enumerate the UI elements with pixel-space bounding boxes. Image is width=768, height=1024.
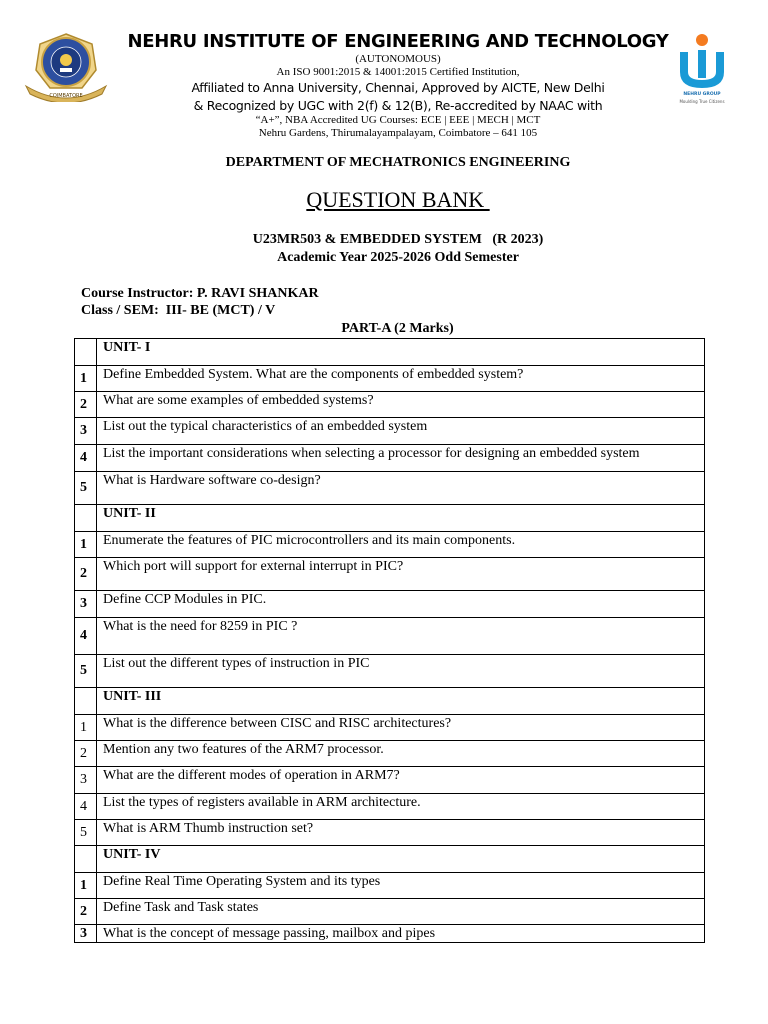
table-row <box>75 418 705 445</box>
table-row <box>75 655 705 688</box>
question-text: List out the different types of instruction in PIC <box>97 655 705 688</box>
unit-header-row <box>75 505 705 532</box>
table-row <box>75 392 705 418</box>
nba-accreditation: “A+”, NBA Accredited UG Courses: ECE | EEE | MECH | MCT <box>255 114 541 126</box>
question-text: What is the need for 8259 in PIC ? <box>97 618 705 655</box>
question-text: List the types of registers available in ARM architecture. <box>97 794 705 820</box>
unit-title: UNIT- III <box>97 688 705 715</box>
logo-right-name: NEHRU GROUP <box>683 92 721 97</box>
question-number: 1 <box>75 715 97 741</box>
question-number: 1 <box>75 532 97 558</box>
question-text: Define CCP Modules in PIC. <box>97 591 705 618</box>
question-number: 2 <box>75 558 97 591</box>
question-text: Define Task and Task states <box>97 899 705 925</box>
table-row <box>75 591 705 618</box>
table-row <box>75 366 705 392</box>
table-row <box>75 873 705 899</box>
table-row <box>75 767 705 794</box>
unit-header-row <box>75 846 705 873</box>
question-number: 3 <box>75 925 97 943</box>
question-number: 1 <box>75 366 97 392</box>
question-number: 1 <box>75 873 97 899</box>
table-row <box>75 618 705 655</box>
table-row <box>75 472 705 505</box>
table-row <box>75 741 705 767</box>
question-text: Define Real Time Operating System and its types <box>97 873 705 899</box>
institution-address: Nehru Gardens, Thirumalayampalayam, Coimbatore – 641 105 <box>258 127 538 139</box>
department-title: DEPARTMENT OF MECHATRONICS ENGINEERING <box>225 155 571 170</box>
academic-year: Academic Year 2025-2026 Odd Semester <box>277 250 519 265</box>
unit-title: UNIT- II <box>97 505 705 532</box>
affiliation-line: Affiliated to Anna University, Chennai, Approved by AICTE, New Delhi <box>191 80 605 95</box>
question-number: 5 <box>75 655 97 688</box>
unit-title: UNIT- I <box>97 339 705 366</box>
class-semester: Class / SEM: III- BE (MCT) / V <box>81 303 276 318</box>
document-title: QUESTION BANK <box>306 187 490 212</box>
table-row <box>75 794 705 820</box>
seal-text: COIMBATORE <box>49 93 83 99</box>
unit-title: UNIT- IV <box>97 846 705 873</box>
unit-header-row <box>75 688 705 715</box>
question-text: What are some examples of embedded systems? <box>97 392 705 418</box>
question-number: 3 <box>75 418 97 445</box>
question-number: 4 <box>75 618 97 655</box>
question-text: What is the difference between CISC and RISC architectures? <box>97 715 705 741</box>
question-table <box>74 338 705 943</box>
table-row <box>75 532 705 558</box>
question-number: 4 <box>75 794 97 820</box>
table-row <box>75 445 705 472</box>
course-instructor: Course Instructor: P. RAVI SHANKAR <box>81 286 319 301</box>
question-number: 3 <box>75 767 97 794</box>
table-row <box>75 715 705 741</box>
question-number: 2 <box>75 741 97 767</box>
autonomous-label: (AUTONOMOUS) <box>355 53 441 65</box>
question-text: What is ARM Thumb instruction set? <box>97 820 705 846</box>
question-number: 3 <box>75 591 97 618</box>
table-row <box>75 558 705 591</box>
unit-header-row <box>75 339 705 366</box>
table-row <box>75 820 705 846</box>
question-text: List the important considerations when selecting a processor for designing an embedded system <box>97 445 705 472</box>
logo-right-tagline: Moulding True Citizens <box>679 99 725 104</box>
table-row <box>75 899 705 925</box>
question-text: Mention any two features of the ARM7 processor. <box>97 741 705 767</box>
course-code: U23MR503 & EMBEDDED SYSTEM (R 2023) <box>252 232 544 247</box>
question-text: List out the typical characteristics of an embedded system <box>97 418 705 445</box>
question-number: 5 <box>75 820 97 846</box>
question-text: What are the different modes of operation in ARM7? <box>97 767 705 794</box>
question-text: Enumerate the features of PIC microcontrollers and its main components. <box>97 532 705 558</box>
question-text: What is Hardware software co-design? <box>97 472 705 505</box>
table-row <box>75 925 705 943</box>
institution-name: NEHRU INSTITUTE OF ENGINEERING AND TECHNOLOGY <box>127 31 669 52</box>
question-text: What is the concept of message passing, mailbox and pipes <box>97 925 705 943</box>
question-number: 4 <box>75 445 97 472</box>
question-number: 5 <box>75 472 97 505</box>
question-text: Define Embedded System. What are the components of embedded system? <box>97 366 705 392</box>
question-number: 2 <box>75 899 97 925</box>
part-heading: PART-A (2 Marks) <box>341 321 454 336</box>
question-text: Which port will support for external interrupt in PIC? <box>97 558 705 591</box>
iso-certification: An ISO 9001:2015 & 14001:2015 Certified Institution, <box>276 66 520 78</box>
recognition-line: & Recognized by UGC with 2(f) & 12(B), Re-accredited by NAAC with <box>193 98 603 113</box>
question-number: 2 <box>75 392 97 418</box>
